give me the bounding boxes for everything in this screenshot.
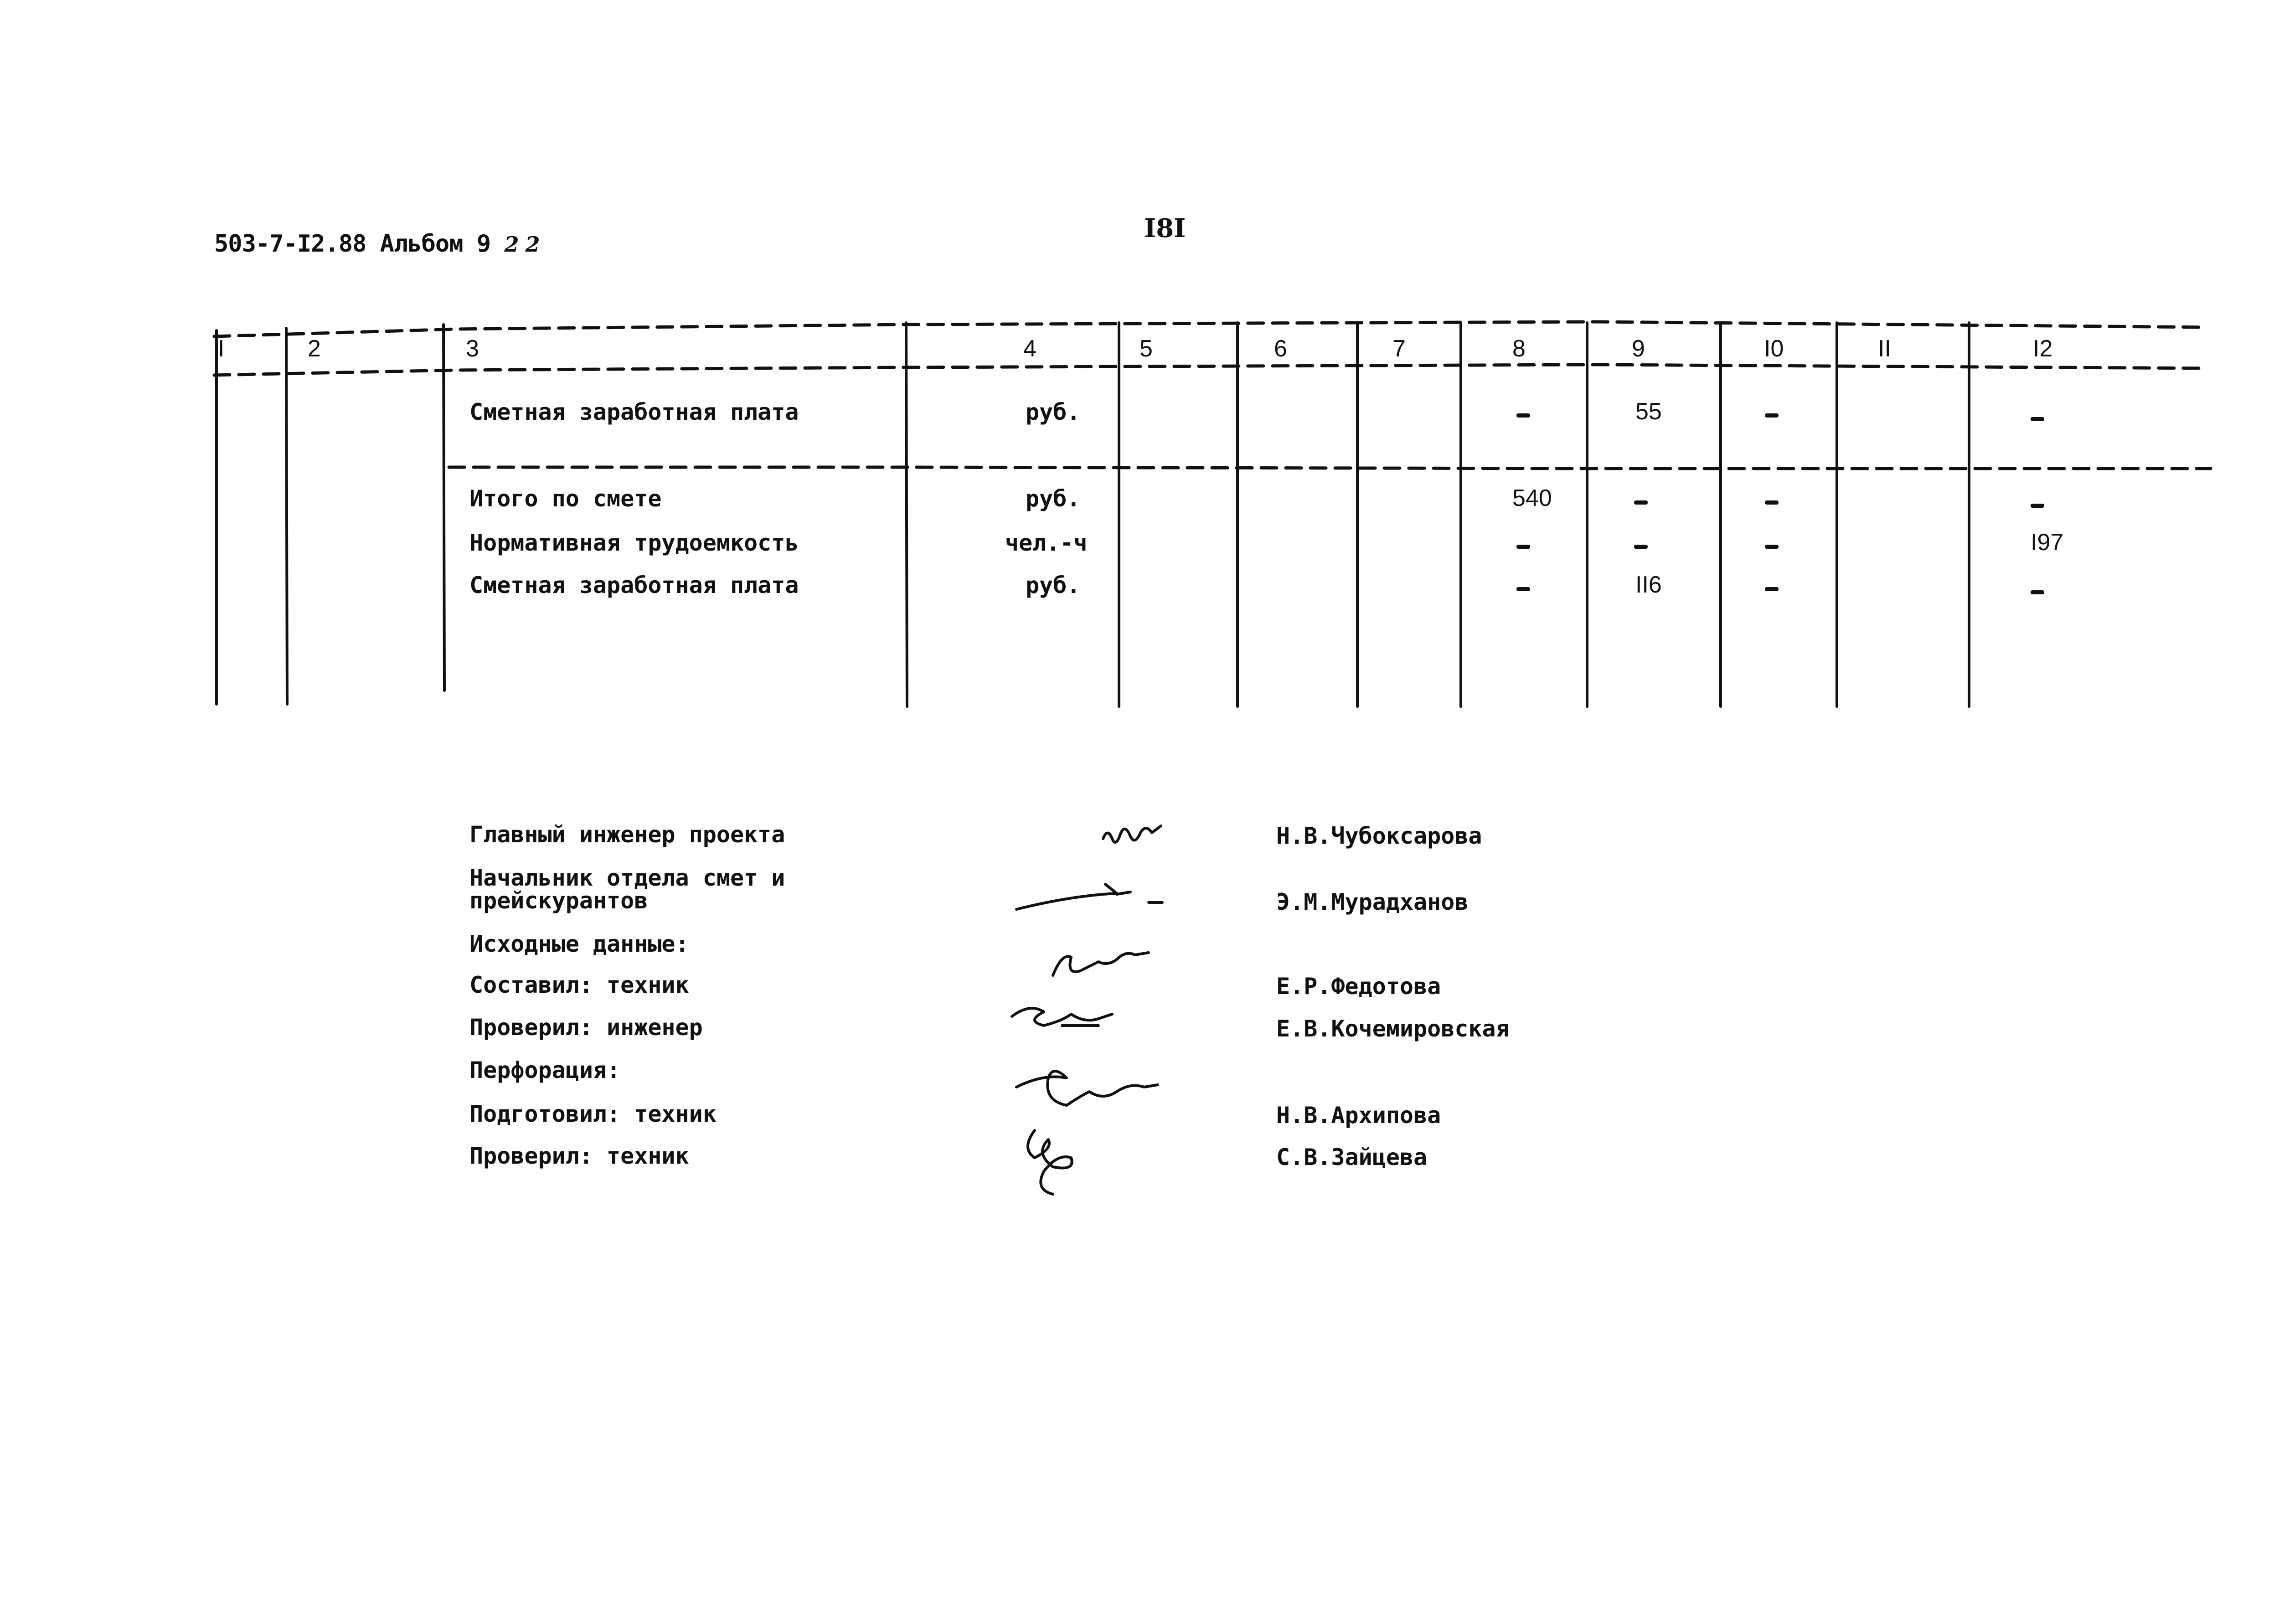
dash-mark xyxy=(1516,587,1530,591)
dash-mark xyxy=(1765,413,1779,418)
dash-mark xyxy=(2031,590,2044,594)
dash-mark xyxy=(1765,545,1779,549)
col-header-5: 5 xyxy=(1140,335,1153,362)
row-unit: руб. xyxy=(1026,399,1081,425)
signature-name: С.В.Зайцева xyxy=(1276,1144,1428,1170)
col-header-3: 3 xyxy=(466,335,479,362)
col-border-2 xyxy=(443,325,444,691)
signature-kochemirovskaya xyxy=(1012,1008,1112,1026)
col-header-4: 4 xyxy=(1023,335,1036,362)
signature-chuboksarova xyxy=(1103,826,1161,842)
row-unit: руб. xyxy=(1026,485,1081,512)
signature-role-continued: прейскурантов xyxy=(469,887,648,914)
row-col8-value: 540 xyxy=(1512,485,1552,511)
signature-arkhipova xyxy=(1016,1071,1158,1105)
dash-mark xyxy=(1634,545,1648,549)
row-col9-value: 55 xyxy=(1635,398,1662,425)
signature-role: Главный инженер проекта xyxy=(469,821,785,848)
dash-mark xyxy=(1765,500,1779,505)
col-header-8: 8 xyxy=(1512,335,1526,362)
signature-fedotova xyxy=(1053,953,1149,975)
document-code-handwritten: 2 2 xyxy=(504,232,540,257)
signature-role: Проверил: техник xyxy=(469,1143,689,1169)
dash-mark xyxy=(1765,587,1779,591)
col-header-11: II xyxy=(1878,335,1891,362)
col-header-7: 7 xyxy=(1392,335,1406,362)
row-col9-value: II6 xyxy=(1635,572,1662,598)
signature-name: Е.Р.Федотова xyxy=(1276,973,1441,1000)
col-header-9: 9 xyxy=(1632,335,1645,362)
dash-mark xyxy=(2031,417,2044,421)
row-name: Сметная заработная плата xyxy=(469,572,799,598)
col-header-1: I xyxy=(218,335,225,362)
table-top-rule xyxy=(214,322,2206,336)
section-divider-rule xyxy=(449,467,2211,469)
signature-name: Н.В.Чубоксарова xyxy=(1276,823,1482,849)
document-code-text: 503-7-I2.88 Альбом 9 xyxy=(214,230,505,258)
handwritten-signatures xyxy=(994,811,1212,1267)
col-header-12: I2 xyxy=(2033,335,2053,362)
signature-role: Проверил: инженер xyxy=(469,1014,703,1041)
row-unit: чел.-ч xyxy=(1005,530,1088,556)
signature-name: Э.М.Мурадханов xyxy=(1276,889,1469,915)
signature-role: Подготовил: техник xyxy=(469,1101,717,1127)
signature-role: Начальник отдела смет и xyxy=(469,865,785,891)
signature-role: Составил: техник xyxy=(469,972,689,998)
signature-name: Н.В.Архипова xyxy=(1276,1102,1441,1129)
signature-role: Перфорация: xyxy=(469,1057,621,1083)
row-name: Итого по смете xyxy=(469,485,662,512)
signature-muradkhanov xyxy=(1016,884,1162,909)
header-bottom-rule xyxy=(214,365,2206,375)
col-header-6: 6 xyxy=(1274,335,1287,362)
col-header-2: 2 xyxy=(308,335,321,362)
row-name: Сметная заработная плата xyxy=(469,399,799,425)
page-number: I8I xyxy=(1144,213,1186,243)
signature-name: Е.В.Кочемировская xyxy=(1276,1016,1510,1042)
dash-mark xyxy=(2031,504,2044,508)
dash-mark xyxy=(1634,500,1648,505)
signature-zaitseva xyxy=(1028,1130,1072,1194)
col-border-1 xyxy=(286,328,287,704)
col-header-10: I0 xyxy=(1764,335,1784,362)
col-border-3 xyxy=(906,323,907,706)
dash-mark xyxy=(1516,413,1530,418)
dash-mark xyxy=(1516,545,1530,549)
signature-role: Исходные данные: xyxy=(469,931,689,957)
row-unit: руб. xyxy=(1026,572,1081,598)
row-name: Нормативная трудоемкость xyxy=(469,530,799,556)
row-col12-value: I97 xyxy=(2031,529,2064,556)
